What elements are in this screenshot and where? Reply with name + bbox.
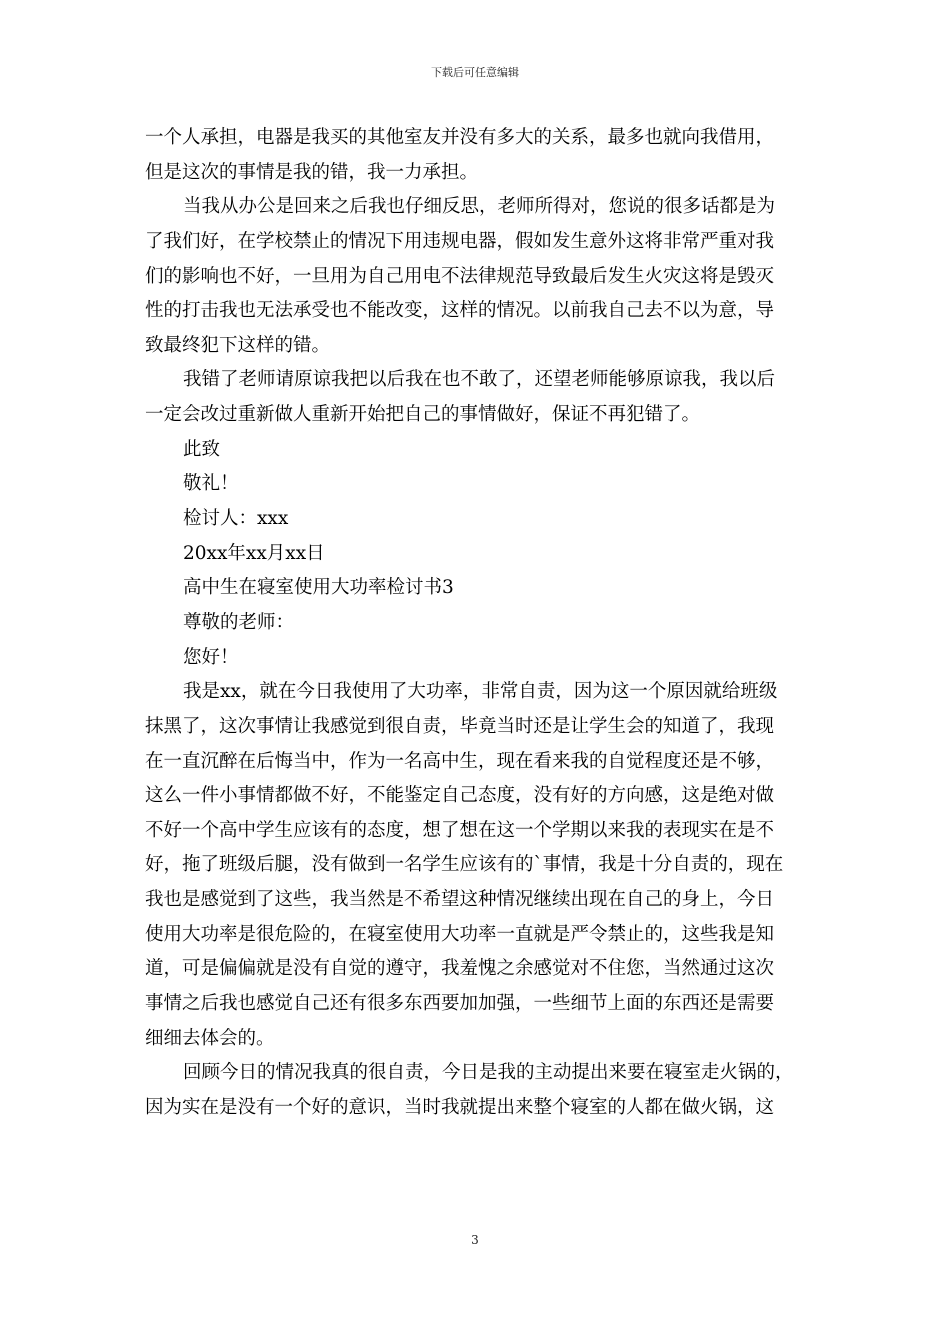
body-line: 细细去体会的。 [145, 1027, 275, 1049]
body-line: 不好一个高中学生应该有的态度，想了想在这一个学期以来我的表现实在是不 [145, 819, 775, 841]
body-line: 了我们好，在学校禁止的情况下用违规电器，假如发生意外这将非常严重对我 [145, 230, 775, 252]
document-body [145, 121, 807, 1126]
body-line: 们的影响也不好，一旦用为自己用电不法律规范导致最后发生火灾这将是毁灭 [145, 265, 775, 287]
body-line: 使用大功率是很危险的，在寝室使用大功率一直就是严令禁止的，这些我是知 [145, 923, 775, 945]
body-line: 我也是感觉到了这些，我当然是不希望这种情况继续出现在自己的身上，今日 [145, 889, 775, 911]
body-line: 但是这次的事情是我的错，我一力承担。 [145, 161, 479, 183]
date-line: 20xx年xx月xx日 [183, 542, 325, 564]
body-line: 性的打击我也无法承受也不能改变，这样的情况。以前我自己去不以为意，导 [145, 300, 775, 322]
body-line: 在一直沉醉在后悔当中，作为一名高中生，现在看来我的自觉程度还是不够， [145, 750, 775, 772]
body-line: 抹黑了，这次事情让我感觉到很自责，毕竟当时还是让学生会的知道了，我现 [145, 715, 775, 737]
page-number: 3 [471, 1233, 479, 1247]
body-line: 事情之后我也感觉自己还有很多东西要加加强，一些细节上面的东西还是需要 [145, 993, 775, 1015]
greeting-addressee: 尊敬的老师： [183, 611, 295, 633]
body-line: 一个人承担，电器是我买的其他室友并没有多大的关系，最多也就向我借用， [145, 127, 775, 148]
closing-regards: 敬礼！ [183, 473, 239, 495]
body-line: 因为实在是没有一个好的意识，当时我就提出来整个寝室的人都在做火锅，这 [145, 1096, 775, 1118]
body-line: 我是xx，就在今日我使用了大功率，非常自责，因为这一个原因就给班级 [183, 681, 778, 703]
body-line: 我错了老师请原谅我把以后我在也不敢了，还望老师能够原谅我，我以后 [183, 369, 776, 391]
body-line: 道，可是偏偏就是没有自觉的遵守，我羞愧之余感觉对不住您，当然通过这次 [145, 958, 775, 980]
closing-salutation: 此致 [183, 438, 221, 460]
page-header: 下载后可任意编辑 [431, 66, 519, 79]
greeting: 您好！ [183, 646, 239, 668]
body-line: 当我从办公是回来之后我也仔细反思，老师所得对，您说的很多话都是为 [183, 196, 776, 218]
body-line: 好，拖了班级后腿，没有做到一名学生应该有的`事情，我是十分自责的，现在 [145, 854, 784, 876]
signatory: 检讨人：xxx [183, 508, 289, 530]
body-line: 回顾今日的情况我真的很自责，今日是我的主动提出来要在寝室走火锅的， [183, 1062, 794, 1084]
body-line: 这么一件小事情都做不好，不能鉴定自己态度，没有好的方向感，这是绝对做 [145, 785, 775, 807]
body-line: 致最终犯下这样的错。 [145, 334, 331, 356]
body-line: 一定会改过重新做人重新开始把自己的事情做好，保证不再犯错了。 [145, 404, 701, 426]
section-title: 高中生在寝室使用大功率检讨书3 [183, 577, 454, 599]
